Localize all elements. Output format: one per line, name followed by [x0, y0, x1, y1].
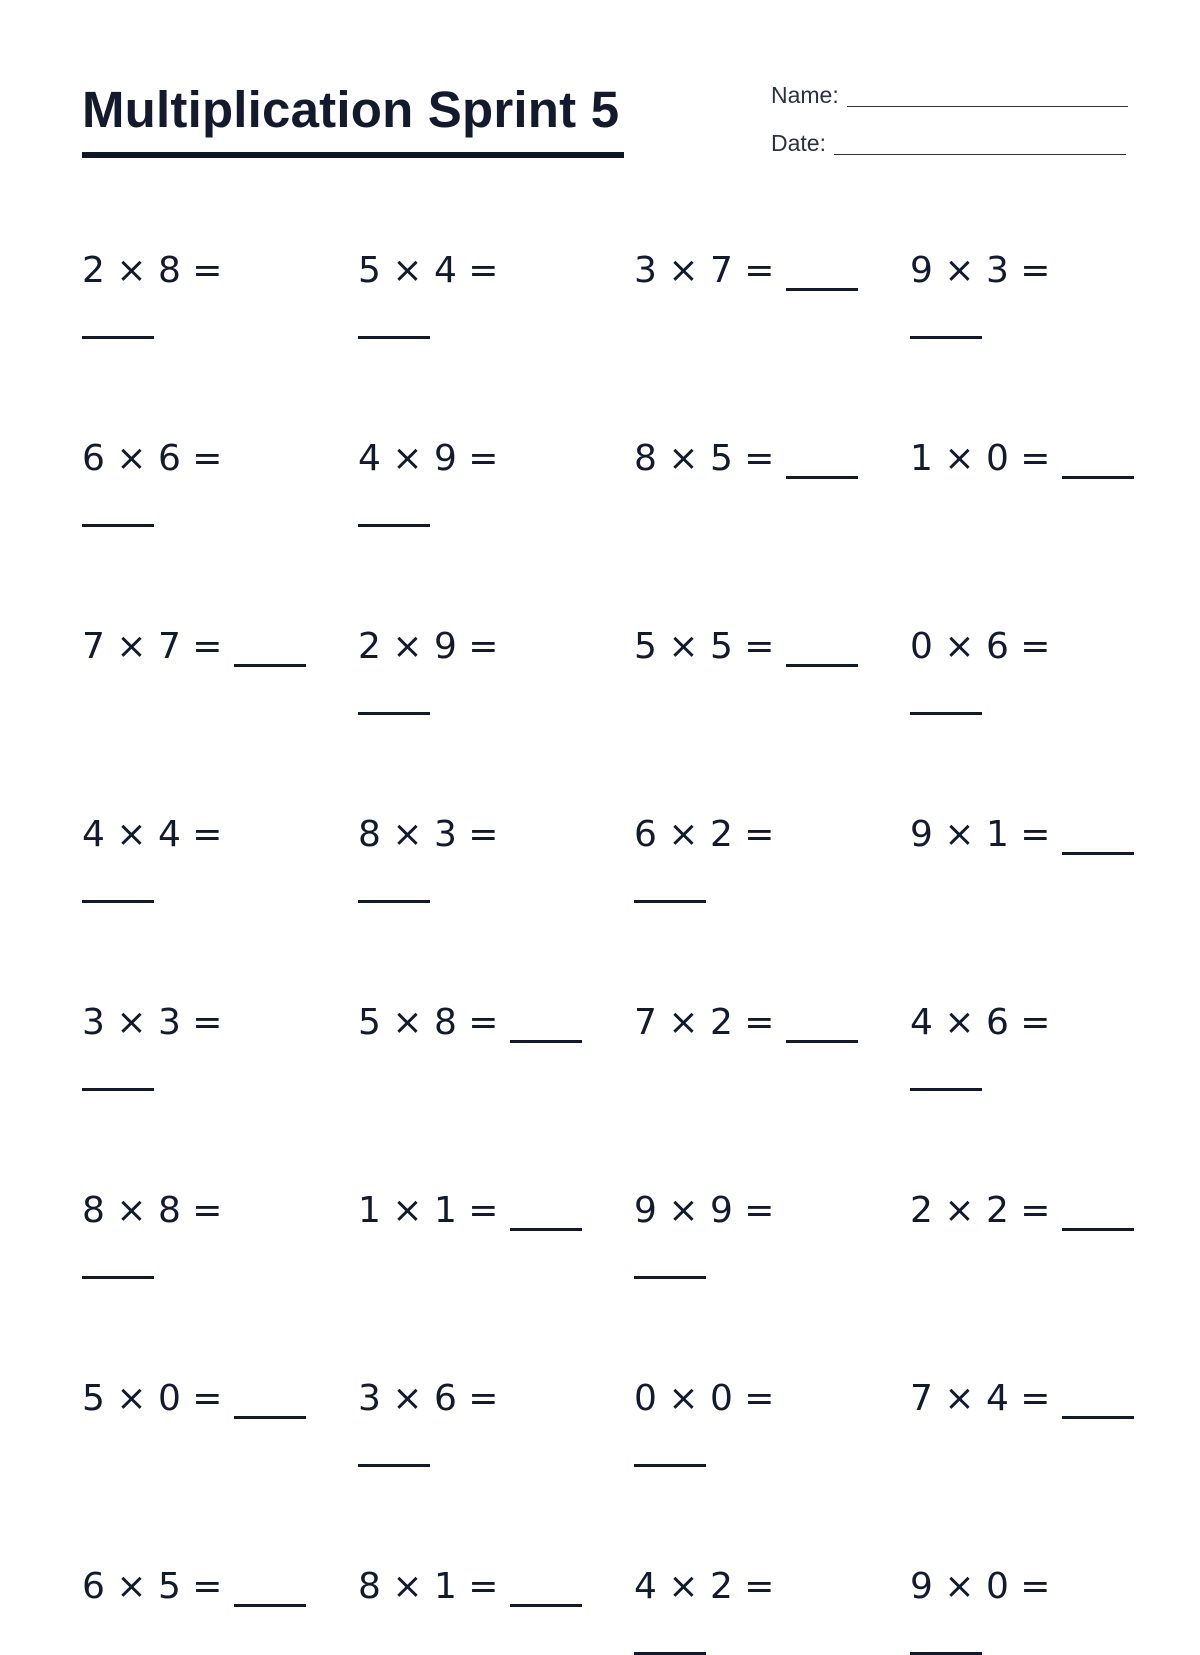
problem-18	[358, 1002, 582, 1044]
problem-expression: 2 × 9 =	[358, 626, 499, 667]
problem-expression: 9 × 0 =	[910, 1566, 1051, 1607]
answer-blank[interactable]	[786, 664, 858, 667]
problem-22	[358, 1190, 582, 1232]
date-label: Date:	[771, 130, 826, 156]
problem-expression: 8 × 3 =	[358, 814, 499, 855]
problem-11	[634, 626, 858, 668]
problem-expression: 0 × 6 =	[910, 626, 1051, 667]
problem-expression: 2 × 2 =	[910, 1190, 1051, 1231]
problem-21	[82, 1190, 222, 1279]
problem-expression: 2 × 8 =	[82, 250, 223, 291]
problem-expression: 5 × 0 =	[82, 1378, 223, 1419]
problem-16	[910, 814, 1134, 856]
answer-blank[interactable]	[234, 1416, 306, 1419]
answer-blank[interactable]	[634, 1276, 706, 1279]
answer-blank[interactable]	[82, 1276, 154, 1279]
answer-blank[interactable]	[1062, 1416, 1134, 1419]
answer-blank[interactable]	[82, 1088, 154, 1091]
answer-blank[interactable]	[510, 1040, 582, 1043]
problem-14	[358, 814, 498, 903]
problem-expression: 5 × 4 =	[358, 250, 499, 291]
problem-expression: 4 × 6 =	[910, 1002, 1051, 1043]
problem-expression: 3 × 7 =	[634, 250, 775, 291]
problem-4	[910, 250, 1050, 339]
problem-30	[358, 1566, 582, 1608]
title-block	[82, 78, 628, 160]
answer-blank[interactable]	[358, 336, 430, 339]
problem-1	[82, 250, 222, 339]
problem-expression: 4 × 4 =	[82, 814, 223, 855]
answer-blank[interactable]	[358, 712, 430, 715]
problem-10	[358, 626, 498, 715]
answer-blank[interactable]	[358, 900, 430, 903]
answer-blank[interactable]	[1062, 476, 1134, 479]
answer-blank[interactable]	[786, 476, 858, 479]
problem-12	[910, 626, 1050, 715]
problem-expression: 7 × 4 =	[910, 1378, 1051, 1419]
problem-expression: 5 × 8 =	[358, 1002, 499, 1043]
problem-32	[910, 1566, 1050, 1655]
problem-9	[82, 626, 306, 668]
problem-expression: 8 × 8 =	[82, 1190, 223, 1231]
problem-expression: 7 × 7 =	[82, 626, 223, 667]
problem-8	[910, 438, 1134, 480]
answer-blank[interactable]	[786, 1040, 858, 1043]
answer-blank[interactable]	[82, 524, 154, 527]
problem-25	[82, 1378, 306, 1420]
problem-31	[634, 1566, 774, 1655]
problem-23	[634, 1190, 774, 1279]
answer-blank[interactable]	[910, 1088, 982, 1091]
date-field[interactable]	[834, 154, 1126, 155]
problem-expression: 3 × 3 =	[82, 1002, 223, 1043]
problem-29	[82, 1566, 306, 1608]
answer-blank[interactable]	[634, 1464, 706, 1467]
name-field[interactable]	[847, 106, 1128, 107]
answer-blank[interactable]	[634, 900, 706, 903]
answer-blank[interactable]	[510, 1604, 582, 1607]
answer-blank[interactable]	[234, 1604, 306, 1607]
problem-15	[634, 814, 774, 903]
answer-blank[interactable]	[82, 336, 154, 339]
problem-expression: 9 × 1 =	[910, 814, 1051, 855]
title-underline	[82, 152, 624, 158]
problem-expression: 3 × 6 =	[358, 1378, 499, 1419]
name-label: Name:	[771, 82, 839, 108]
problem-2	[358, 250, 498, 339]
answer-blank[interactable]	[510, 1228, 582, 1231]
problem-expression: 0 × 0 =	[634, 1378, 775, 1419]
answer-blank[interactable]	[234, 664, 306, 667]
problem-6	[358, 438, 498, 527]
problem-7	[634, 438, 858, 480]
problem-expression: 7 × 2 =	[634, 1002, 775, 1043]
problem-expression: 9 × 3 =	[910, 250, 1051, 291]
date-row	[771, 126, 1126, 158]
name-row	[771, 78, 1128, 110]
problem-expression: 6 × 5 =	[82, 1566, 223, 1607]
problem-3	[634, 250, 858, 292]
problem-expression: 4 × 9 =	[358, 438, 499, 479]
problem-17	[82, 1002, 222, 1091]
answer-blank[interactable]	[786, 288, 858, 291]
problem-expression: 6 × 6 =	[82, 438, 223, 479]
problem-expression: 9 × 9 =	[634, 1190, 775, 1231]
problem-28	[910, 1378, 1134, 1420]
problem-19	[634, 1002, 858, 1044]
answer-blank[interactable]	[910, 712, 982, 715]
problem-expression: 1 × 1 =	[358, 1190, 499, 1231]
answer-blank[interactable]	[358, 524, 430, 527]
problem-expression: 8 × 5 =	[634, 438, 775, 479]
problem-5	[82, 438, 222, 527]
problem-expression: 1 × 0 =	[910, 438, 1051, 479]
worksheet-title: Multiplication Sprint 5	[82, 81, 620, 138]
answer-blank[interactable]	[1062, 1228, 1134, 1231]
problem-expression: 6 × 2 =	[634, 814, 775, 855]
answer-blank[interactable]	[1062, 852, 1134, 855]
answer-blank[interactable]	[82, 900, 154, 903]
student-info	[771, 78, 1131, 174]
problem-expression: 5 × 5 =	[634, 626, 775, 667]
answer-blank[interactable]	[910, 336, 982, 339]
problem-expression: 8 × 1 =	[358, 1566, 499, 1607]
problem-expression: 4 × 2 =	[634, 1566, 775, 1607]
problem-24	[910, 1190, 1134, 1232]
problem-27	[634, 1378, 774, 1467]
problem-26	[358, 1378, 498, 1467]
answer-blank[interactable]	[358, 1464, 430, 1467]
problem-grid	[82, 250, 1162, 1607]
problem-20	[910, 1002, 1050, 1091]
problem-13	[82, 814, 222, 903]
